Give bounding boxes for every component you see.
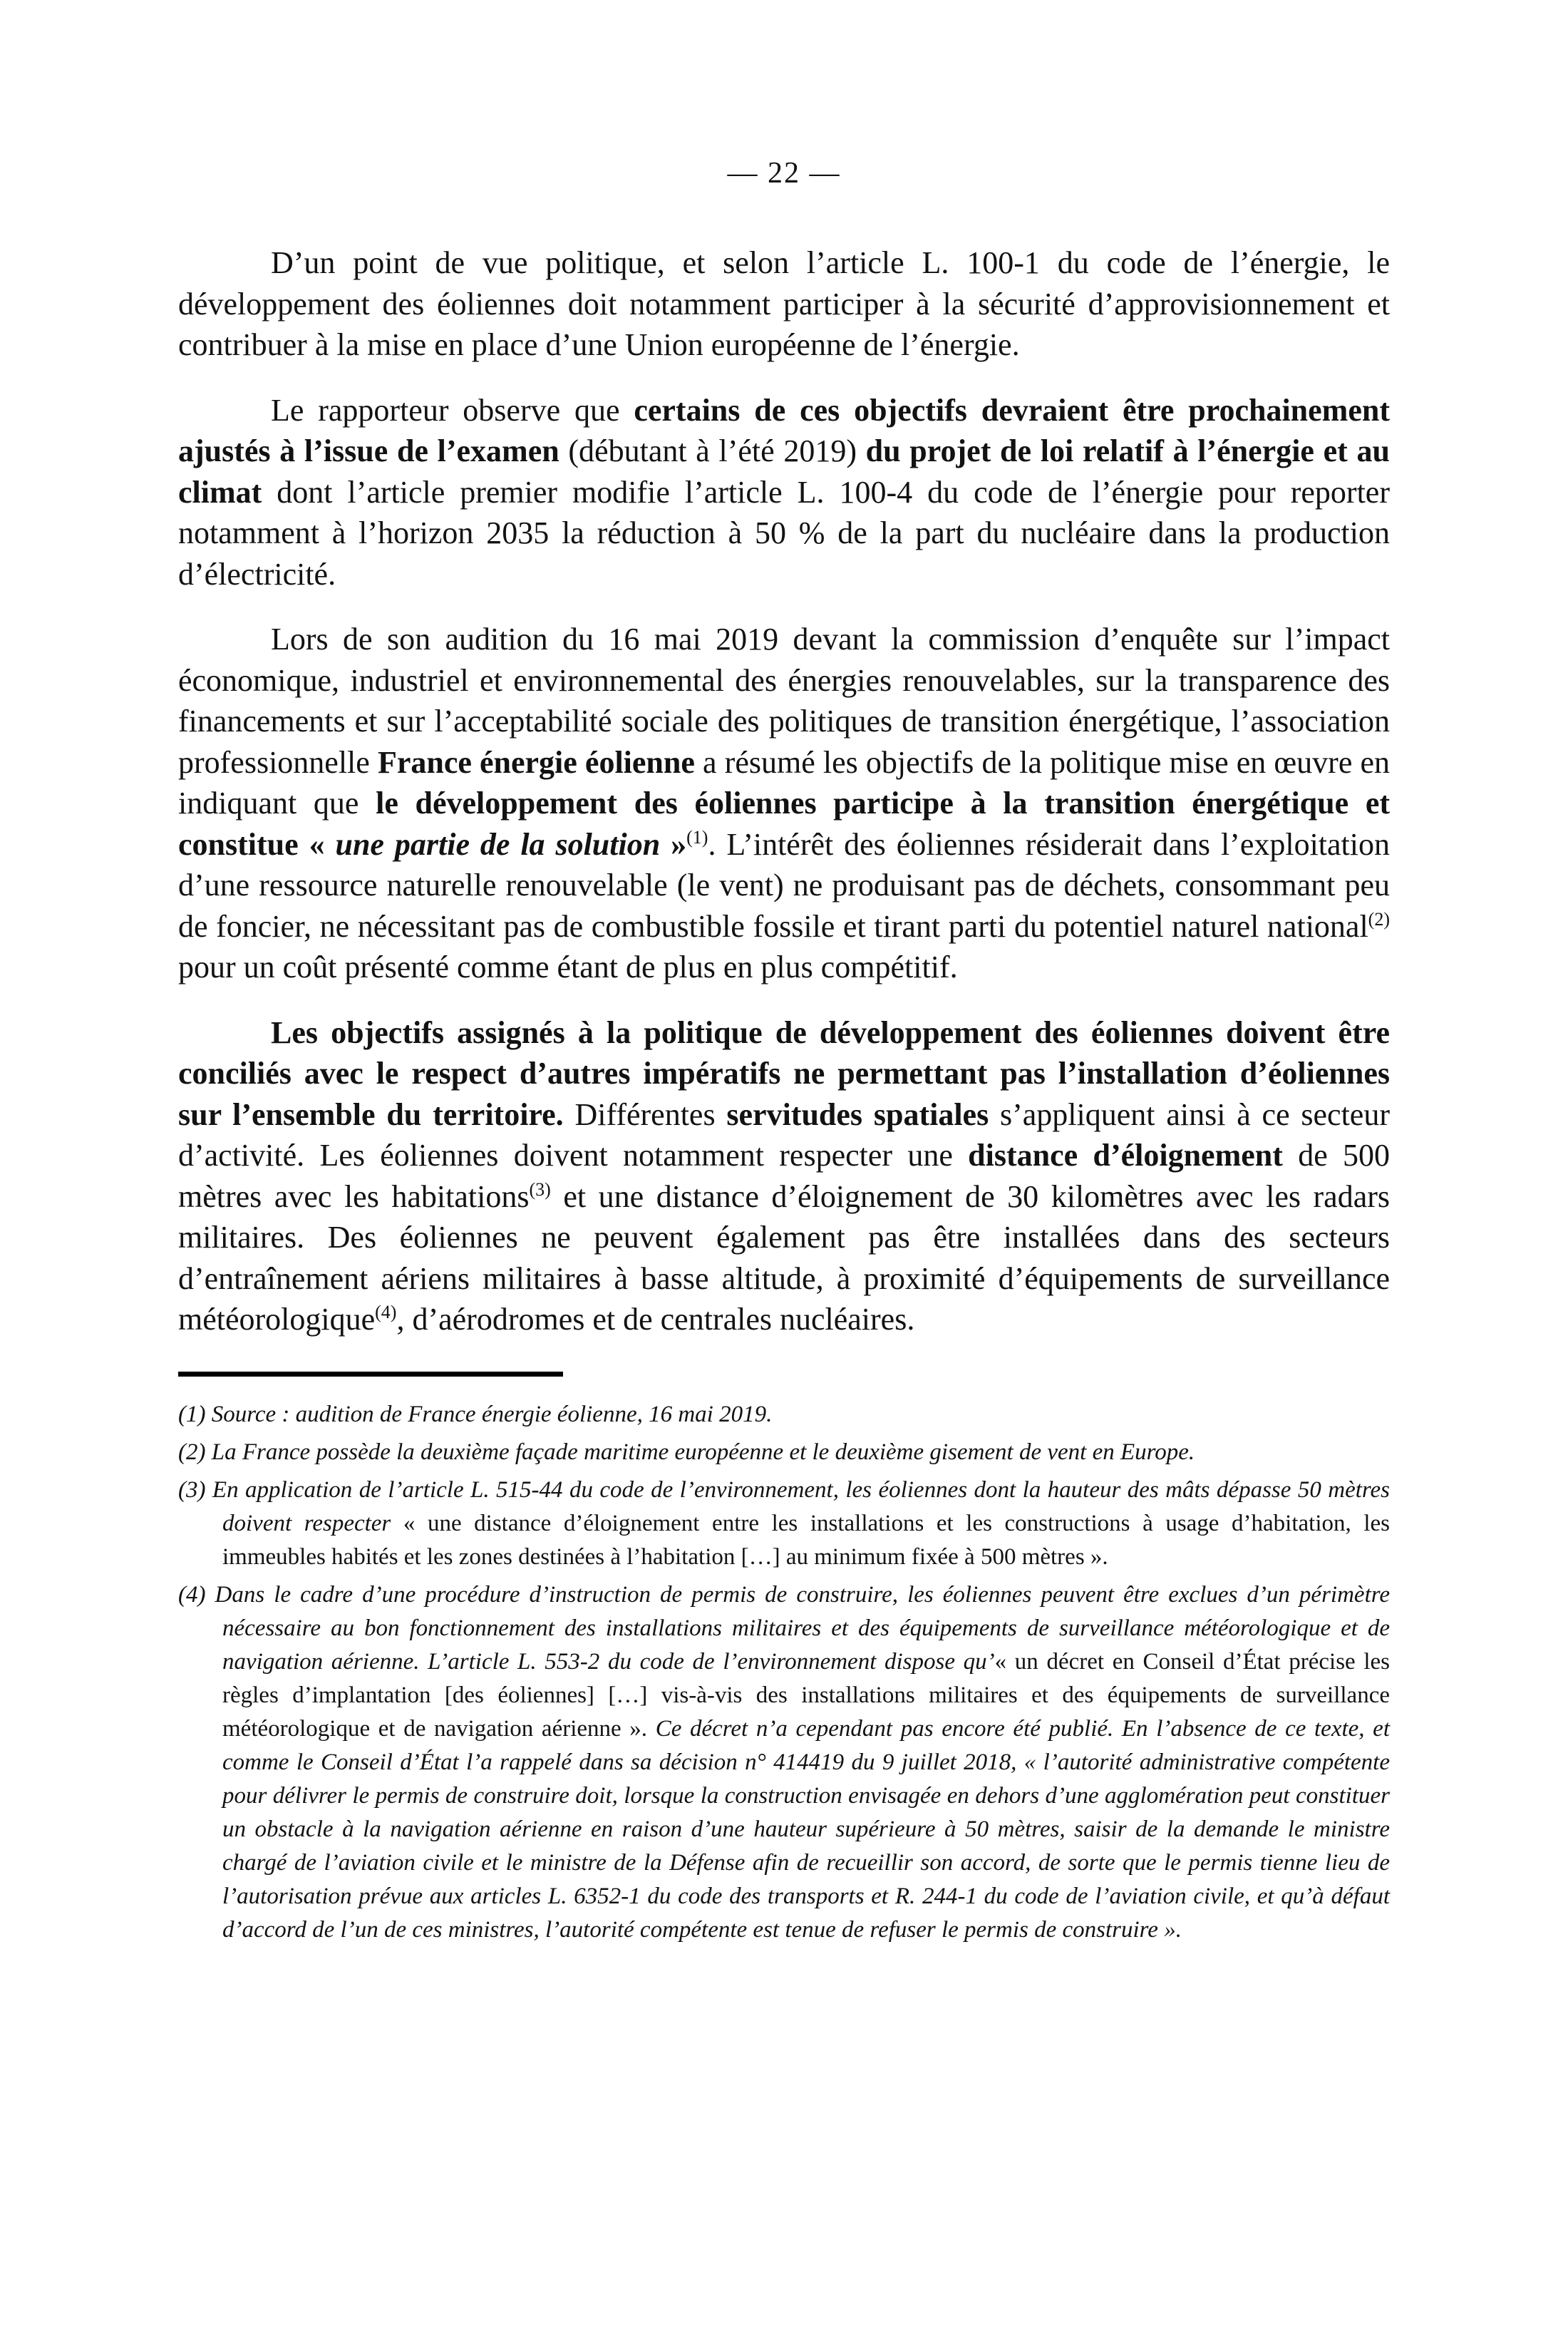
text-run: « une distance d’éloignement entre les installations et les constructions à usage d’habitation, les immeubles habités et les zones destinées à l’habitation […] au minimum fixée à 500 mètres ». xyxy=(222,1510,1390,1570)
footnote xyxy=(178,1436,1390,1469)
text-run: s’appliquent ainsi à ce secteur d’activité. Les éoliennes doivent notamment respecter une xyxy=(178,1096,1390,1173)
footnote-marker: (1) xyxy=(178,1401,206,1427)
body-text xyxy=(178,242,1390,1340)
footnote-marker: (3) xyxy=(178,1476,206,1503)
text-run: dont l’article premier modifie l’article L. 100-4 du code de l’énergie pour reporter notamment à l’horizon 2035 la réduction à 50 % de la part du nucléaire dans la production d’électricité. xyxy=(178,474,1390,592)
paragraph xyxy=(178,1012,1390,1340)
footnote-ref: (4) xyxy=(375,1302,397,1322)
paragraph xyxy=(178,242,1390,366)
text-run: , d’aérodromes et de centrales nucléaires. xyxy=(396,1302,915,1337)
paragraph xyxy=(178,390,1390,595)
text-run: France énergie éolienne xyxy=(377,744,695,780)
footnote xyxy=(178,1474,1390,1574)
text-run: « un décret en Conseil d’État précise les règles d’implantation [des éoliennes] […] vis-à-vis des installations militaires et des équipements de surveillance météorologique et de navigation aérienne ». xyxy=(222,1648,1391,1742)
text-run: En application de l’article L. 515-44 du code de l’environnement, les éoliennes dont la hauteur des mâts dépasse 50 mètres doivent respecter xyxy=(212,1476,1390,1536)
text-run: pour un coût présenté comme étant de plus en plus compétitif. xyxy=(178,950,958,985)
page-number: — 22 — xyxy=(727,157,841,190)
text-run: Ce décret n’a cependant pas encore été publié. En l’absence de ce texte, et comme le Conseil d’État l’a rappelé dans sa décision n° 414419 du 9 juillet 2018, « l’autorité administrative compétente pour délivrer le permis de construire doit, lorsque la construction envisagée en dehors d’une agglomération peut constituer un obstacle à la navigation aérienne en raison d’une hauteur supérieure à 50 mètres, saisir de la demande le ministre chargé de l’aviation civile et le ministre de la Défense afin de recueillir son accord, de sorte que le permis tienne lieu de l’autorisation prévue aux articles L. 6352-1 du code des transports et R. 244-1 du code de l’aviation civile, et qu’à défaut d’accord de l’un de ces ministres, l’autorité compétente est tenue de refuser le permis de construire ». xyxy=(222,1715,1390,1943)
footnote-ref: (1) xyxy=(686,826,708,848)
text-run: servitudes spatiales xyxy=(726,1096,989,1132)
footnote-separator xyxy=(178,1372,563,1377)
footnote xyxy=(178,1578,1390,1947)
footnote-marker: (2) xyxy=(178,1439,206,1465)
text-run: du projet de loi relatif à l’énergie et au climat xyxy=(178,433,1390,510)
text-run: Le rapporteur observe que xyxy=(271,392,634,428)
text-run: certains de ces objectifs devraient être prochainement ajustés à l’issue de l’examen xyxy=(178,392,1390,468)
text-run: Source : audition de France énergie éolienne, 16 mai 2019. xyxy=(211,1401,773,1427)
text-run: Les objectifs assignés à la politique de développement des éoliennes doivent être conciliés avec le respect d’autres impératifs ne permettant pas l’installation d’éoliennes sur l’ensemble du territoire. xyxy=(178,1014,1390,1132)
footnotes xyxy=(178,1398,1390,1947)
text-run: . L’intérêt des éoliennes résiderait dans l’exploitation d’une ressource naturelle renouvelable (le vent) ne produisant pas de déchets, consommant peu de foncier, ne nécessitant pas de combustible fossile et tirant parti du potentiel naturel national xyxy=(178,826,1391,944)
text-run: Différentes xyxy=(563,1096,727,1132)
text-run: a résumé les objectifs de la politique mise en œuvre en indiquant que xyxy=(178,744,1390,821)
text-run: et une distance d’éloignement de 30 kilomètres avec les radars militaires. Des éoliennes ne peuvent également pas être installées dans des secteurs d’entraînement aériens militaires à basse altitude, à proximité d’équipements de surveillance météorologique xyxy=(178,1178,1391,1337)
footnote xyxy=(178,1398,1390,1431)
text-run: » xyxy=(660,826,687,862)
text-run: distance d’éloignement xyxy=(968,1138,1283,1173)
footnote-ref: (2) xyxy=(1368,908,1390,930)
text-run: (débutant à l’été 2019) xyxy=(568,433,866,468)
text-run: de 500 mètres avec les habitations xyxy=(178,1138,1391,1214)
text-run: La France possède la deuxième façade maritime européenne et le deuxième gisement de vent en Europe. xyxy=(211,1439,1195,1465)
footnote-marker: (4) xyxy=(178,1581,206,1608)
footnote-ref: (3) xyxy=(529,1178,551,1200)
text-run: D’un point de vue politique, et selon l’article L. 100-1 du code de l’énergie, le développement des éoliennes doit notamment participer à la sécurité d’approvisionnement et contribuer à la mise en place d’une Union européenne de l’énergie. xyxy=(178,245,1390,362)
text-run: Dans le cadre d’une procédure d’instruction de permis de construire, les éoliennes peuvent être exclues d’un périmètre nécessaire au bon fonctionnement des installations militaires et des équipements de surveillance météorologique et de navigation aérienne. L’article L. 553-2 du code de l’environnement dispose qu’ xyxy=(215,1581,1390,1675)
text-run: Lors de son audition du 16 mai 2019 devant la commission d’enquête sur l’impact économique, industriel et environnemental des énergies renouvelables, sur la transparence des financements et sur l’acceptabilité sociale des politiques de transition énergétique, l’association professionnelle xyxy=(178,622,1390,780)
text-run: le développement des éoliennes participe à la transition énergétique et constitue « xyxy=(178,786,1391,862)
paragraph xyxy=(178,619,1390,988)
text-run: une partie de la solution xyxy=(335,826,661,862)
